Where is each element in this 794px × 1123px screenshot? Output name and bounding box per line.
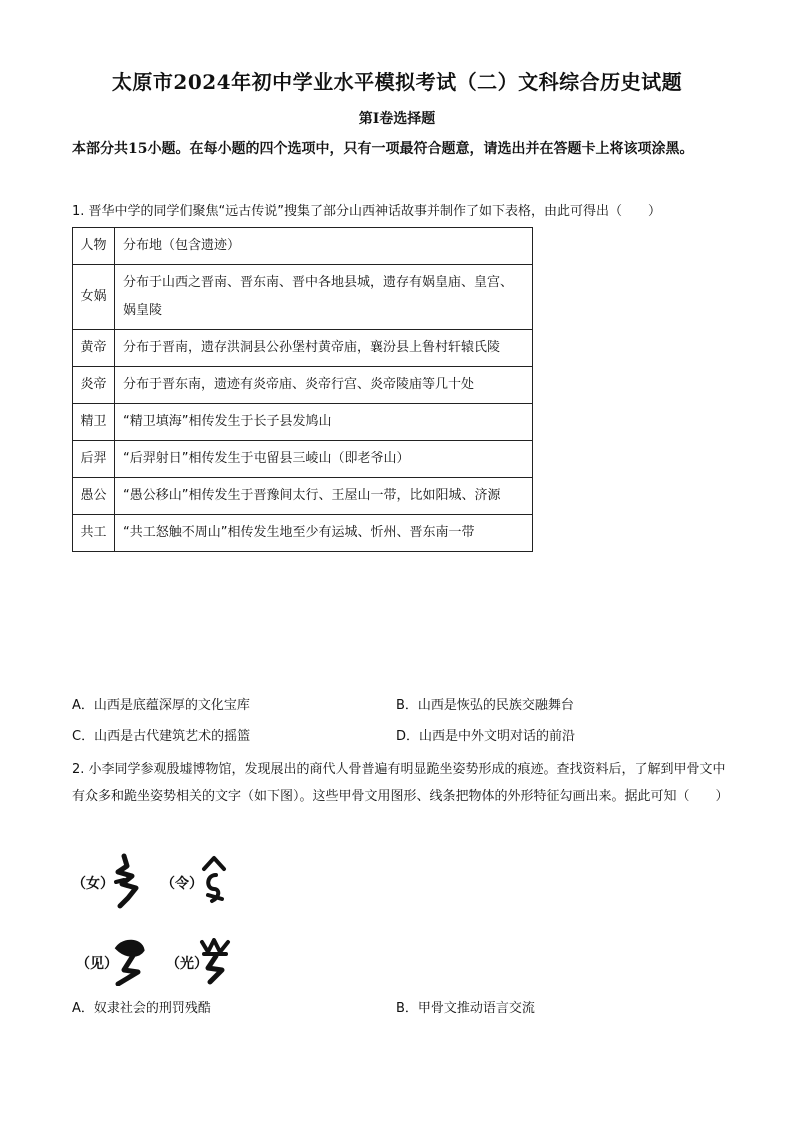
- section-instructions: 本部分共15小题。在每小题的四个选项中，只有一项最符合题意，请选出并在答题卡上将该项涂黑。: [72, 141, 694, 157]
- option-d[interactable]: D．山西是中外文明对话的前沿: [396, 729, 576, 744]
- table-cell-person: 炎帝: [73, 367, 115, 404]
- table-row: [73, 330, 533, 367]
- question-2-stem: 2. 小李同学参观殷墟博物馆，发现展出的商代人骨普遍有明显跪坐姿势形成的痕迹。查找资料后，了解到甲骨文中有众多和跪坐姿势相关的文字（如下图）。这些甲骨文用图形、线条把物体的外形特征勾画出来。据此可知（ ）: [72, 762, 729, 804]
- oracle-glyph-jian-icon: [112, 938, 148, 986]
- question-1-stem: 1. 晋华中学的同学们聚焦“远古传说”搜集了部分山西神话故事并制作了如下表格，由此可得出（ ）: [72, 204, 662, 219]
- table-header-cell: 人物: [73, 228, 115, 265]
- table-cell-person: 黄帝: [73, 330, 115, 367]
- table-cell-location: “精卫填海”相传发生于长子县发鸠山: [115, 404, 533, 441]
- option-a[interactable]: A．山西是底蕴深厚的文化宝库: [72, 698, 250, 713]
- table-cell-person: 精卫: [73, 404, 115, 441]
- exam-title: 太原市2024年初中学业水平模拟考试（二）文科综合历史试题: [111, 70, 683, 94]
- table-row: [73, 441, 533, 478]
- table-row: [73, 478, 533, 515]
- table-row: [73, 515, 533, 552]
- section-title: 第I卷选择题: [358, 111, 436, 127]
- table-cell-person: 女娲: [73, 265, 115, 330]
- table-cell-location: “愚公移山”相传发生于晋豫间太行、王屋山一带，比如阳城、济源: [115, 478, 533, 515]
- table-cell-person: 后羿: [73, 441, 115, 478]
- table-cell-person: 愚公: [73, 478, 115, 515]
- table-row: [73, 265, 533, 330]
- q2-option-b[interactable]: B．甲骨文推动语言交流: [396, 1001, 535, 1016]
- table-cell-location: 分布于晋南，遗存洪洞县公孙堡村黄帝庙，襄汾县上鲁村轩辕氏陵: [115, 330, 533, 367]
- table-cell-person: 共工: [73, 515, 115, 552]
- myth-table: [72, 227, 533, 552]
- table-cell-location: 分布于晋东南，遗迹有炎帝庙、炎帝行宫、炎帝陵庙等几十处: [115, 367, 533, 404]
- oracle-glyph-ling-icon: [200, 855, 228, 905]
- glyph-label-guang: （光）: [166, 956, 208, 972]
- option-c[interactable]: C．山西是古代建筑艺术的摇篮: [72, 729, 251, 744]
- table-row: [73, 404, 533, 441]
- glyph-label-nv: （女）: [72, 876, 114, 892]
- oracle-glyph-nv-icon: [110, 852, 144, 910]
- table-header-cell: 分布地（包含遗迹）: [115, 228, 533, 265]
- glyph-label-ling: （令）: [161, 876, 203, 892]
- table-cell-location: “后羿射日”相传发生于屯留县三崚山（即老爷山）: [115, 441, 533, 478]
- table-header-row: [73, 228, 533, 265]
- glyph-label-jian: （见）: [76, 956, 118, 972]
- option-b[interactable]: B．山西是恢弘的民族交融舞台: [396, 698, 574, 713]
- q2-option-a[interactable]: A．奴隶社会的刑罚残酷: [72, 1001, 211, 1016]
- table-row: [73, 367, 533, 404]
- oracle-glyph-guang-icon: [198, 938, 232, 986]
- table-cell-location: “共工怒触不周山”相传发生地至少有运城、忻州、晋东南一带: [115, 515, 533, 552]
- table-cell-location: 分布于山西之晋南、晋东南、晋中各地县城，遗存有娲皇庙、皇宫、娲皇陵: [115, 265, 533, 330]
